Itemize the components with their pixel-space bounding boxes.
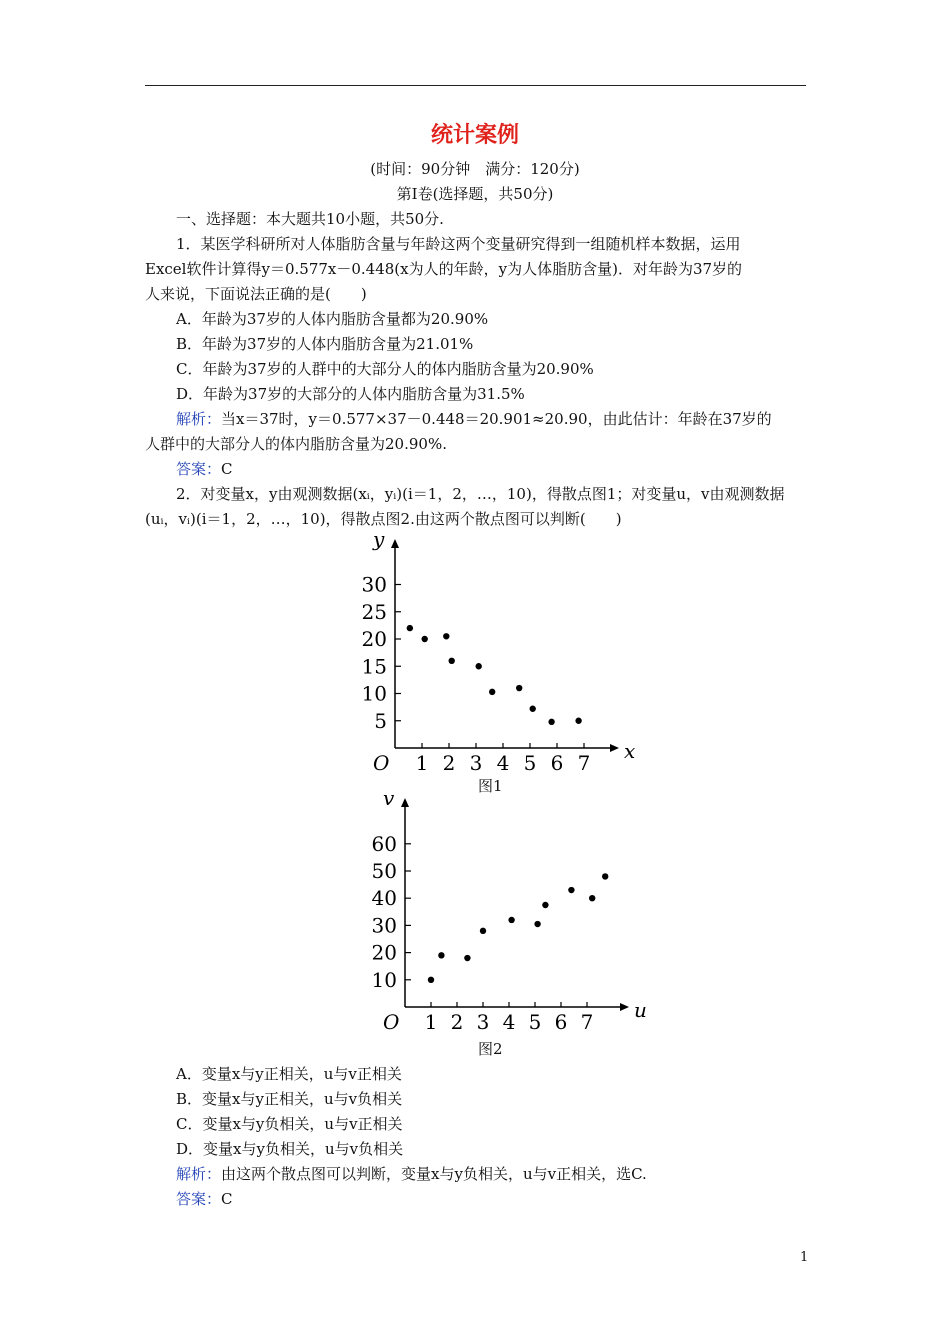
data-point: [480, 928, 486, 934]
section-heading: 一、选择题：本大题共10小题，共50分.: [176, 210, 444, 228]
x-tick-label: 1: [415, 751, 429, 775]
data-point: [568, 887, 574, 893]
q2-analysis: [176, 1163, 647, 1184]
y-tick-label: 5: [374, 708, 387, 733]
x-tick-label: 6: [554, 1010, 568, 1034]
y-tick-label: 20: [371, 940, 397, 965]
header-rule: [145, 85, 806, 86]
q1-option-a: A．年龄为37岁的人体内脂肪含量都为20.90%: [176, 310, 489, 328]
q2-line2: (uᵢ，vᵢ)(i＝1，2，…，10)，得散点图2.由这两个散点图可以判断( ): [145, 510, 622, 528]
y-tick-label: 15: [361, 654, 387, 679]
y-axis-arrow: [391, 539, 399, 548]
data-point: [489, 689, 495, 695]
q1-line3: 人来说，下面说法正确的是( ): [145, 285, 367, 303]
origin-label: O: [373, 751, 390, 775]
y-tick-label: 10: [361, 681, 387, 706]
q2-answer-value: C: [221, 1190, 233, 1208]
data-point: [422, 636, 428, 642]
y-tick-label: 40: [371, 886, 397, 911]
q1-analysis-cont: 人群中的大部分人的体内脂肪含量为20.90%.: [145, 435, 447, 453]
x-tick-label: 4: [496, 751, 510, 775]
x-axis-arrow: [620, 1003, 629, 1011]
data-point: [534, 921, 540, 927]
x-tick-label: 2: [442, 751, 456, 775]
y-tick-label: 20: [361, 627, 387, 651]
exam-meta: (时间：90分钟 满分：120分): [370, 160, 580, 178]
data-point: [438, 952, 444, 958]
data-point: [602, 873, 608, 879]
data-point: [407, 625, 413, 631]
q1-answer-value: C: [221, 460, 233, 478]
data-point: [428, 977, 434, 983]
data-point: [443, 633, 449, 639]
x-axis-label: u: [634, 998, 647, 1022]
x-tick-label: 7: [577, 751, 591, 775]
q1-analysis-label: 解析：: [176, 410, 222, 428]
x-axis-arrow: [610, 744, 619, 752]
x-tick-label: 5: [523, 751, 537, 775]
data-point: [530, 706, 536, 712]
y-tick-label: 50: [371, 859, 397, 883]
data-point: [575, 718, 581, 724]
q1-answer: [176, 458, 233, 479]
q1-option-b: B．年龄为37岁的人体内脂肪含量为21.01%: [176, 335, 474, 353]
y-tick-label: 30: [371, 913, 397, 938]
chart2-caption: 图2: [478, 1040, 503, 1058]
x-axis-label: x: [624, 739, 636, 763]
x-tick-label: 3: [469, 751, 483, 775]
x-tick-label: 7: [580, 1010, 594, 1034]
q1-line2: Excel软件计算得y＝0.577x－0.448(x为人的年龄，y为人体脂肪含量)．对年龄为37岁的: [145, 260, 743, 278]
x-tick-label: 1: [424, 1010, 438, 1034]
data-point: [589, 895, 595, 901]
q1-analysis-text: 当x＝37时，y＝0.577×37－0.448＝20.901≈20.90，由此估计：年龄在37岁的: [221, 410, 772, 428]
data-point: [449, 658, 455, 664]
q2-analysis-text: 由这两个散点图可以判断，变量x与y负相关，u与v正相关，选C.: [221, 1165, 647, 1183]
data-point: [542, 902, 548, 908]
part-heading: 第Ⅰ卷(选择题，共50分): [396, 185, 554, 203]
q1-line1: 1．某医学科研所对人体脂肪含量与年龄这两个变量研究得到一组随机样本数据，运用: [176, 235, 741, 253]
q2-option-d: D．变量x与y负相关，u与v负相关: [176, 1140, 404, 1158]
q2-answer-label: 答案：: [176, 1190, 222, 1208]
y-axis-arrow: [401, 798, 409, 807]
data-point: [516, 685, 522, 691]
q2-option-c: C．变量x与y负相关，u与v正相关: [176, 1115, 403, 1133]
x-tick-label: 3: [476, 1010, 490, 1034]
y-tick-label: 25: [361, 599, 387, 624]
q1-answer-label: 答案：: [176, 460, 222, 478]
origin-label: O: [383, 1010, 400, 1034]
data-point: [464, 955, 470, 961]
data-point: [476, 663, 482, 669]
x-tick-label: 6: [550, 751, 564, 775]
q2-option-b: B．变量x与y正相关，u与v负相关: [176, 1090, 403, 1108]
q1-option-d: D．年龄为37岁的大部分的人体内脂肪含量为31.5%: [176, 385, 525, 403]
q2-analysis-label: 解析：: [176, 1165, 222, 1183]
x-tick-label: 2: [450, 1010, 464, 1034]
y-axis-label: y: [373, 527, 385, 551]
data-point: [548, 719, 554, 725]
q2-option-a: A．变量x与y正相关，u与v正相关: [176, 1065, 402, 1083]
data-point: [508, 917, 514, 923]
y-tick-label: 10: [371, 967, 397, 992]
q2-answer: [176, 1188, 233, 1209]
page-number: 1: [800, 1250, 809, 1265]
chart1-caption: 图1: [478, 777, 503, 795]
y-tick-label: 60: [371, 831, 397, 856]
x-tick-label: 5: [528, 1010, 542, 1034]
q1-option-c: C．年龄为37岁的人群中的大部分人的体内脂肪含量为20.90%: [176, 360, 594, 378]
document-title: 统计案例: [430, 122, 519, 148]
y-axis-label: v: [383, 786, 395, 810]
scatter-chart-1: [355, 527, 636, 775]
x-tick-label: 4: [502, 1010, 516, 1034]
y-tick-label: 30: [361, 572, 387, 597]
q1-analysis: [176, 408, 772, 429]
q2-line1: 2．对变量x，y由观测数据(xᵢ，yᵢ)(i＝1，2，…，10)，得散点图1；对变量u，v由观测数据: [176, 485, 785, 503]
